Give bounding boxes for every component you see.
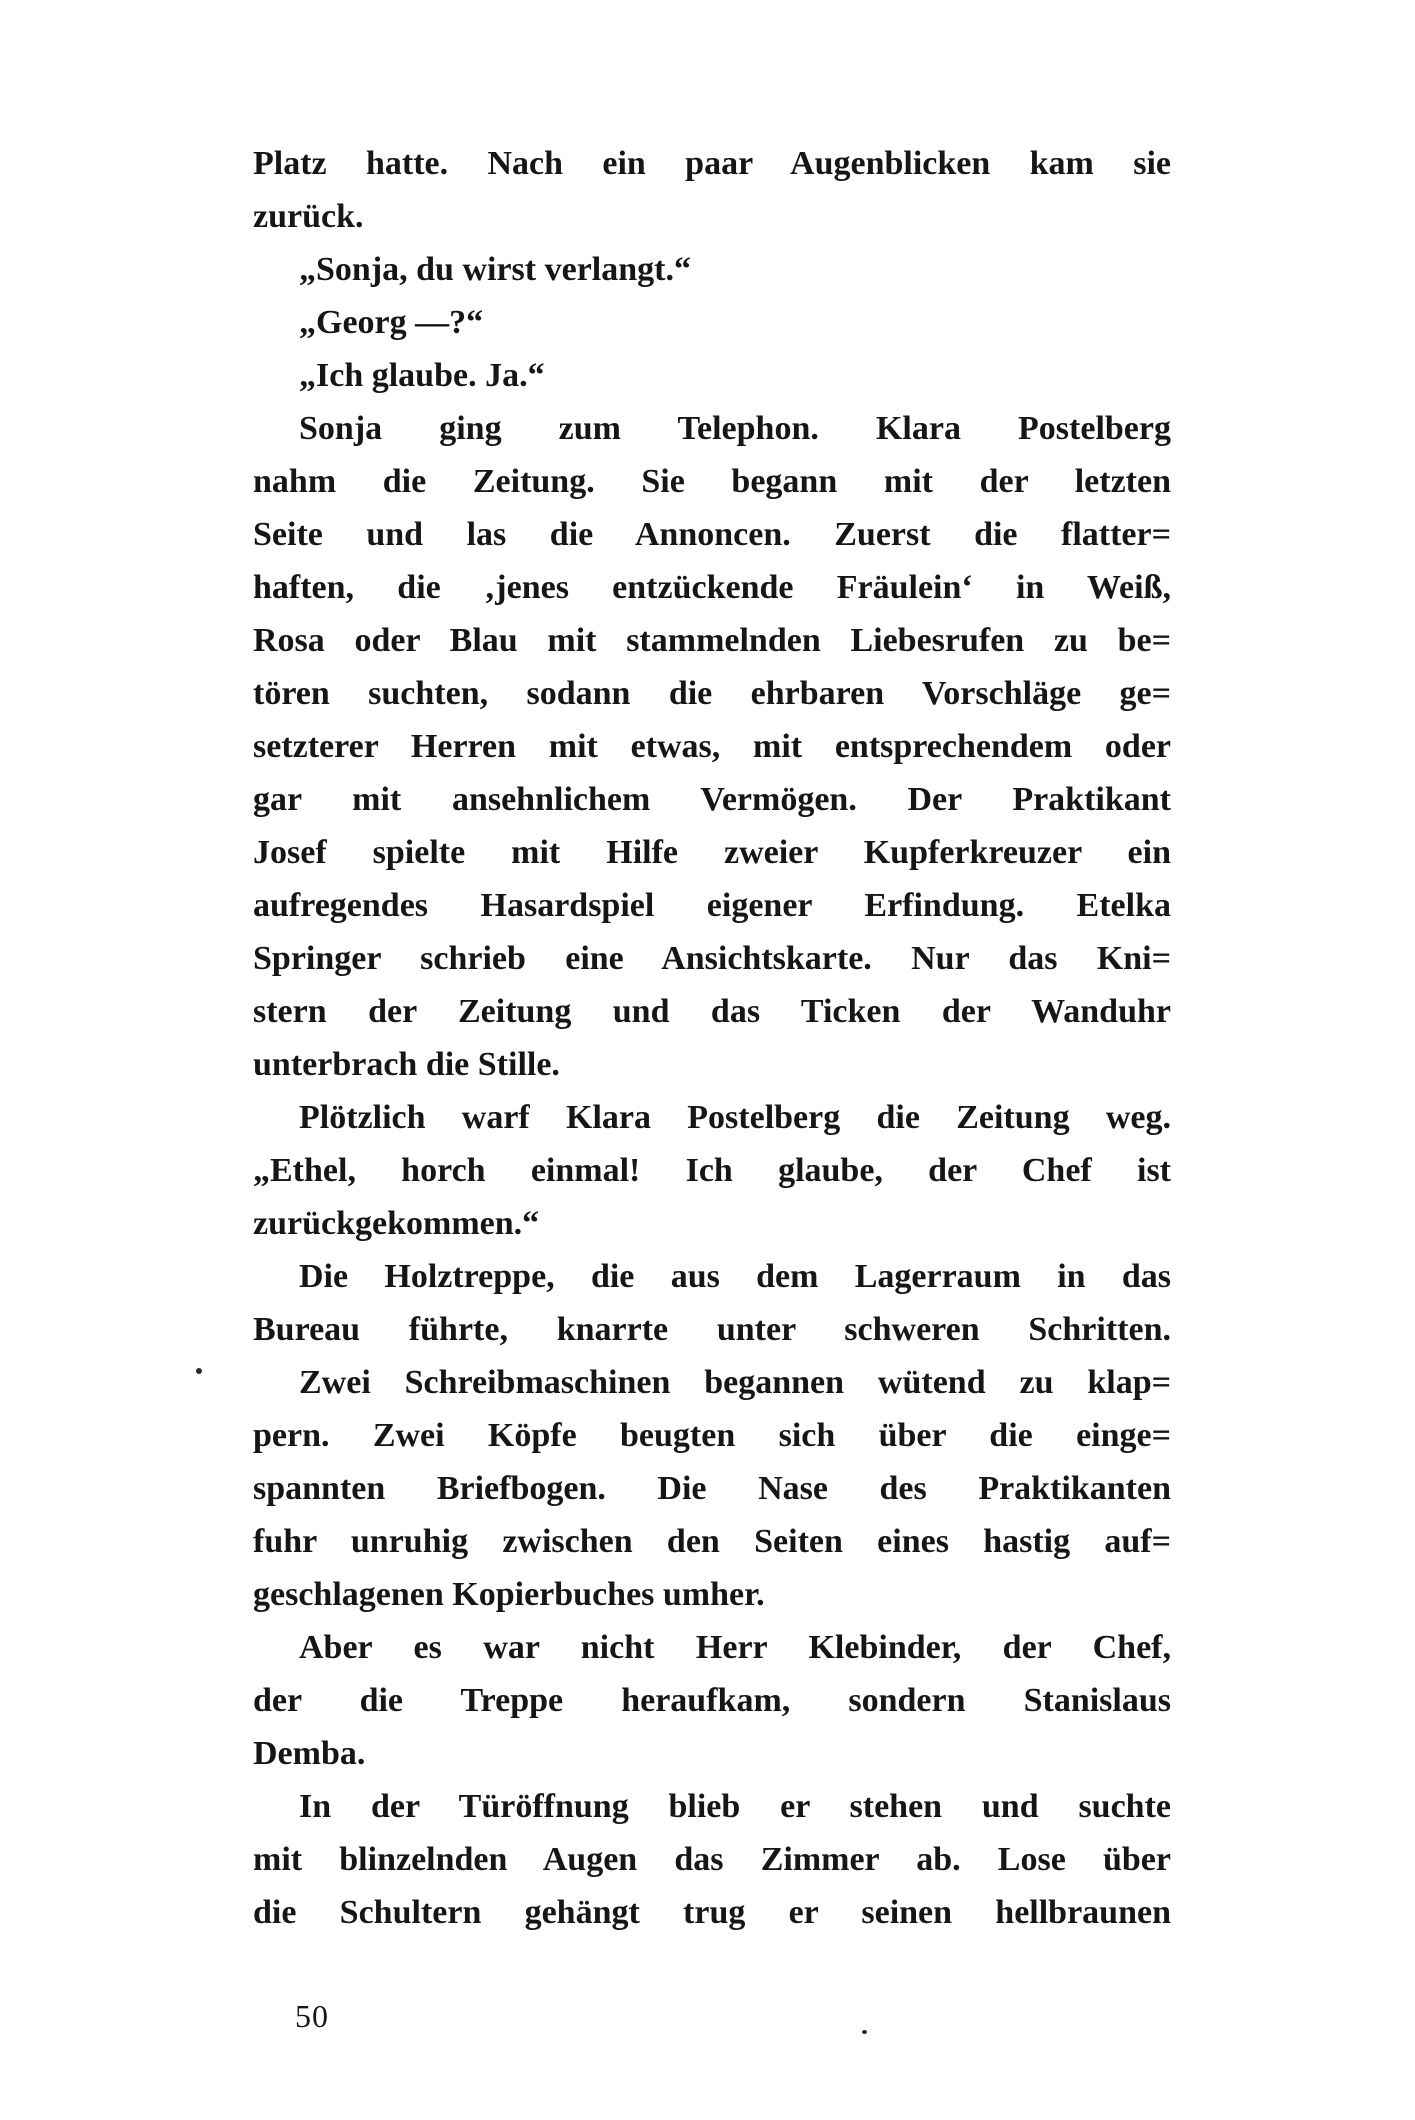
text-line: Josef spielte mit Hilfe zweier Kupferkreuzer ein <box>253 834 1171 871</box>
text-line-dialogue: zurückgekommen.“ <box>253 1205 540 1242</box>
text-line: Bureau führte, knarrte unter schweren Schritten. <box>253 1311 1171 1348</box>
text-line-dialogue: „Georg —?“ <box>299 304 484 341</box>
text-line: der die Treppe heraufkam, sondern Stanislaus <box>253 1682 1171 1719</box>
text-line: Plötzlich warf Klara Postelberg die Zeitung weg. <box>299 1099 1171 1136</box>
text-line: stern der Zeitung und das Ticken der Wanduhr <box>253 993 1171 1030</box>
text-line: nahm die Zeitung. Sie begann mit der letzten <box>253 463 1171 500</box>
text-line: gar mit ansehnlichem Vermögen. Der Praktikant <box>253 781 1171 818</box>
text-line: Die Holztreppe, die aus dem Lagerraum in das <box>299 1258 1171 1295</box>
text-line: Aber es war nicht Herr Klebinder, der Chef, <box>299 1629 1171 1666</box>
text-line: In der Türöffnung blieb er stehen und suchte <box>299 1788 1171 1825</box>
text-line: Demba. <box>253 1735 366 1772</box>
text-line: Seite und las die Annoncen. Zuerst die flatter= <box>253 516 1171 553</box>
text-line: haften, die ‚jenes entzückende Fräulein‘ in Weiß, <box>253 569 1171 606</box>
text-line: unterbrach die Stille. <box>253 1046 560 1083</box>
page-number: 50 <box>295 1998 329 2034</box>
ink-speck <box>196 1368 202 1374</box>
text-line: zurück. <box>253 198 364 235</box>
text-line: aufregendes Hasardspiel eigener Erfindung. Etelka <box>253 887 1171 924</box>
text-line: geschlagenen Kopierbuches umher. <box>253 1576 765 1613</box>
text-line: setzterer Herren mit etwas, mit entsprechendem oder <box>253 728 1171 765</box>
text-block <box>253 137 1171 1939</box>
text-line-dialogue: „Ethel, horch einmal! Ich glaube, der Chef ist <box>253 1152 1171 1189</box>
text-line-dialogue: „Ich glaube. Ja.“ <box>299 357 545 394</box>
text-line: Zwei Schreibmaschinen begannen wütend zu klap= <box>299 1364 1171 1401</box>
text-line: spannten Briefbogen. Die Nase des Praktikanten <box>253 1470 1171 1507</box>
text-line: Rosa oder Blau mit stammelnden Liebesrufen zu be= <box>253 622 1171 659</box>
text-line: tören suchten, sodann die ehrbaren Vorschläge ge= <box>253 675 1171 712</box>
text-line: mit blinzelnden Augen das Zimmer ab. Lose über <box>253 1841 1171 1878</box>
text-line: Sonja ging zum Telephon. Klara Postelberg <box>299 410 1171 447</box>
text-line: Springer schrieb eine Ansichtskarte. Nur das Kni= <box>253 940 1171 977</box>
text-line: Platz hatte. Nach ein paar Augenblicken kam sie <box>253 145 1171 182</box>
ink-speck <box>862 2030 867 2034</box>
text-line: pern. Zwei Köpfe beugten sich über die einge= <box>253 1417 1171 1454</box>
text-line-dialogue: „Sonja, du wirst verlangt.“ <box>299 251 691 288</box>
text-line: die Schultern gehängt trug er seinen hellbraunen <box>253 1894 1171 1931</box>
text-line: fuhr unruhig zwischen den Seiten eines hastig auf= <box>253 1523 1171 1560</box>
